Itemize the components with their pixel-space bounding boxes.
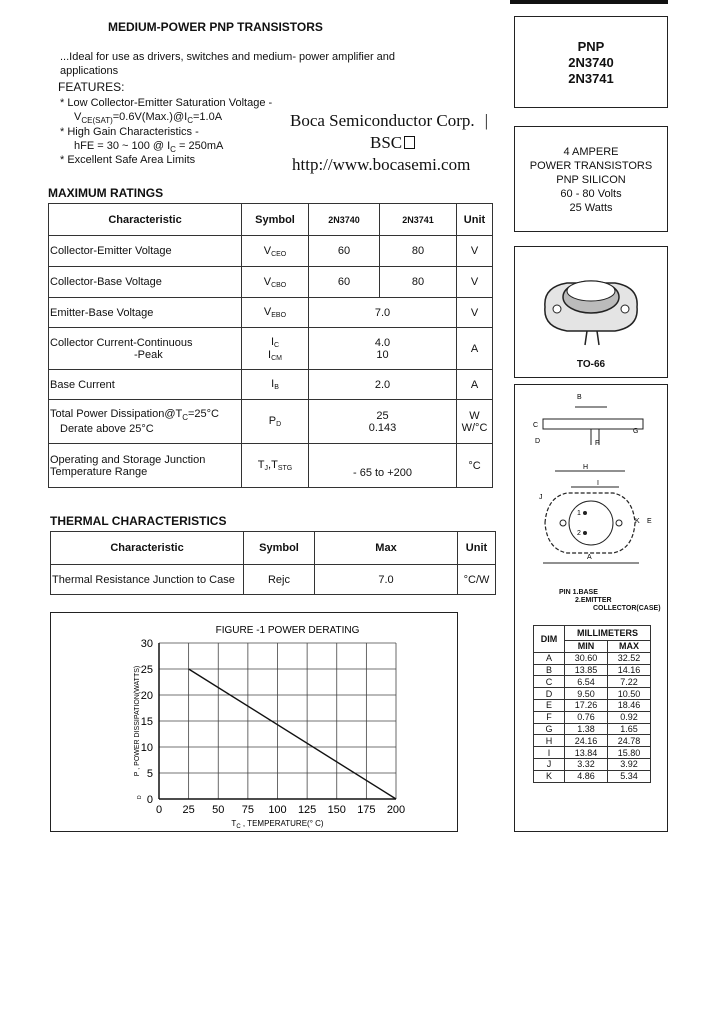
col-characteristic: Characteristic (51, 532, 244, 565)
row-val: 25 0.143 (309, 400, 457, 444)
x-tick-label: 150 (327, 804, 346, 816)
dim-cell: H (534, 735, 565, 747)
spec-current: 4 AMPERE (563, 146, 619, 158)
row-sym: IC ICM (242, 328, 309, 370)
dim-cell: 32.52 (608, 652, 651, 664)
col-unit: Unit (458, 532, 496, 565)
y-tick-label: 10 (140, 742, 153, 754)
part-number-box (514, 16, 668, 108)
spec-power: 25 Watts (569, 202, 613, 214)
spec-type: POWER TRANSISTORS (529, 160, 653, 172)
row-sym: PD (242, 400, 309, 444)
row-unit: W W/°C (457, 400, 493, 444)
pin-list (559, 589, 661, 613)
chart-title: FIGURE -1 POWER DERATING (215, 625, 360, 636)
feature-2: * High Gain Characteristics - (60, 126, 199, 138)
dim-cell: 9.50 (565, 688, 608, 700)
package-name: TO-66 (576, 359, 606, 370)
table-row (534, 664, 651, 676)
dim-cell: B (534, 664, 565, 676)
dim-cell: 3.32 (565, 758, 608, 770)
feature-1: * Low Collector-Emitter Saturation Voltage - (60, 97, 273, 109)
x-tick-label: 50 (212, 804, 225, 816)
feature-3: * Excellent Safe Area Limits (60, 154, 196, 166)
dim-cell: 17.26 (565, 699, 608, 711)
y-tick-label: 5 (146, 768, 153, 780)
dim-cell: G (534, 723, 565, 735)
col-2n3740: 2N3740 (309, 204, 380, 236)
row-unit: A (457, 370, 493, 400)
dim-cell: 10.50 (608, 688, 651, 700)
row-char: Base Current (49, 370, 242, 400)
y-axis-label-sub: D (137, 795, 143, 799)
table-row (534, 652, 651, 664)
dim-cell: F (534, 711, 565, 723)
row-val-a: 60 (309, 236, 380, 267)
dimension-drawing (515, 385, 667, 575)
company-abbr: BSC (370, 133, 415, 153)
dim-cell: A (534, 652, 565, 664)
row-unit: °C/W (458, 565, 496, 595)
dim-cell: E (534, 699, 565, 711)
row-val: 7.0 (315, 565, 458, 595)
thermal-table (50, 531, 496, 595)
row-val: 7.0 (309, 298, 457, 328)
dim-cell: 18.46 (608, 699, 651, 711)
dim-label-g: G (633, 428, 639, 435)
table-row (51, 565, 496, 595)
dim-cell: 1.38 (565, 723, 608, 735)
dim-cell: 14.16 (608, 664, 651, 676)
x-tick-label: 0 (155, 804, 163, 816)
dim-label-c: C (533, 422, 539, 429)
row-val: 2.0 (309, 370, 457, 400)
dim-label-j: J (539, 494, 543, 501)
col-max: Max (315, 532, 458, 565)
y-axis-label: P , POWER DISSIPATION(WATTS) (134, 665, 141, 777)
company-url[interactable]: http://www.bocasemi.com (292, 155, 471, 174)
col-characteristic: Characteristic (49, 204, 242, 236)
pin-2: 2.EMITTER (575, 597, 612, 604)
spec-summary-box (514, 126, 668, 232)
dim-label-e: E (647, 518, 652, 525)
dim-cell: 0.76 (565, 711, 608, 723)
table-header-row (49, 204, 493, 236)
table-row (49, 267, 493, 298)
power-derating-chart (50, 612, 458, 832)
row-unit: °C (457, 444, 493, 488)
dim-cell: 24.78 (608, 735, 651, 747)
feature-2-detail: hFE = 30 ~ 100 @ $I_C = 250mA$ (74, 140, 224, 155)
dim-cell: 13.84 (565, 747, 608, 759)
table-row (534, 735, 651, 747)
row-sym: VCBO (242, 267, 309, 298)
dim-label-f: F (595, 440, 600, 447)
max-ratings-table (48, 203, 493, 488)
dim-cell: 5.34 (608, 770, 651, 782)
spec-material: PNP SILICON (556, 174, 626, 186)
thermal-heading: THERMAL CHARACTERISTICS (50, 514, 227, 528)
row-val: 4.0 10 (309, 328, 457, 370)
row-char: Emitter-Base Voltage (49, 298, 242, 328)
x-tick-label: 100 (268, 804, 287, 816)
table-row (534, 770, 651, 782)
part-2n3740: 2N3740 (568, 55, 614, 70)
row-val: - 65 to +200 (309, 444, 457, 488)
x-tick-label: 175 (357, 804, 376, 816)
min-header: MIN (565, 641, 608, 653)
row-char: Collector Current-Continuous -Peak (49, 328, 242, 370)
row-char: Collector-Base Voltage (49, 267, 242, 298)
dim-cell: 3.92 (608, 758, 651, 770)
transistor-type: PNP (577, 39, 605, 54)
y-tick-label: 25 (140, 664, 153, 676)
to66-package-icon (515, 247, 667, 377)
table-row (49, 298, 493, 328)
dim-label-h: H (583, 464, 589, 471)
chart-svg (51, 613, 457, 831)
x-tick-label: 125 (297, 804, 317, 816)
page-title: MEDIUM-POWER PNP TRANSISTORS (108, 20, 323, 34)
col-2n3741: 2N3741 (380, 204, 457, 236)
pin-label-2: 2 (577, 530, 581, 537)
package-box (514, 246, 668, 378)
dim-label-d: D (535, 438, 541, 445)
dim-cell: J (534, 758, 565, 770)
table-row (49, 444, 493, 488)
dim-cell: 15.80 (608, 747, 651, 759)
dim-cell: 7.22 (608, 676, 651, 688)
row-val-b: 80 (380, 267, 457, 298)
x-tick-label: 200 (386, 804, 406, 816)
x-axis-label: $T_C$ , TEMPERATURE(° C) (231, 819, 324, 830)
table-row (49, 370, 493, 400)
dim-cell: C (534, 676, 565, 688)
row-val-b: 80 (380, 236, 457, 267)
intro-text: ...Ideal for use as drivers, switches and medium- power amplifier and applications (60, 51, 396, 77)
dim-label-a: A (587, 554, 592, 561)
dim-cell: 1.65 (608, 723, 651, 735)
dim-cell: 24.16 (565, 735, 608, 747)
table-row (49, 328, 493, 370)
dim-cell: 4.86 (565, 770, 608, 782)
row-sym: Rejc (244, 565, 315, 595)
pin-1: PIN 1.BASE (559, 589, 598, 596)
table-row (534, 747, 651, 759)
table-row (534, 711, 651, 723)
dim-label-i: I (597, 480, 599, 487)
max-ratings-heading: MAXIMUM RATINGS (48, 186, 164, 200)
dim-cell: I (534, 747, 565, 759)
dim-cell: K (534, 770, 565, 782)
dimensions-box (514, 384, 668, 832)
row-unit: V (457, 267, 493, 298)
row-val-a: 60 (309, 267, 380, 298)
dimensions-table (533, 625, 651, 783)
row-unit: A (457, 328, 493, 370)
table-row (534, 676, 651, 688)
y-tick-label: 0 (146, 794, 153, 806)
pin-label-1: 1 (577, 510, 581, 517)
row-unit: V (457, 236, 493, 267)
y-tick-label: 30 (140, 638, 153, 650)
x-tick-label: 75 (241, 804, 254, 816)
y-tick-label: 15 (140, 716, 153, 728)
company-name: Boca Semiconductor Corp. | (290, 111, 489, 130)
row-char: Total Power $Dissipation@T_C=25^\circ C$ Derate above 25°C (49, 400, 242, 444)
row-sym: VCEO (242, 236, 309, 267)
mm-header: MILLIMETERS (565, 626, 651, 641)
row-unit: V (457, 298, 493, 328)
row-sym: TJ,TSTG (242, 444, 309, 488)
col-symbol: Symbol (242, 204, 309, 236)
dim-header: DIM (534, 626, 565, 653)
col-unit: Unit (457, 204, 493, 236)
dim-cell: 13.85 (565, 664, 608, 676)
part-2n3741: 2N3741 (568, 71, 614, 86)
table-row (534, 699, 651, 711)
dim-cell: 0.92 (608, 711, 651, 723)
dim-cell: D (534, 688, 565, 700)
pin-3: COLLECTOR(CASE) (593, 605, 661, 612)
top-rule (510, 0, 668, 4)
x-tick-label: 25 (182, 804, 195, 816)
dim-label-k: K (635, 518, 640, 525)
dim-cell: 30.60 (565, 652, 608, 664)
table-row (534, 723, 651, 735)
row-char: Operating and Storage Junction Temperature Range (49, 444, 242, 488)
table-row (49, 236, 493, 267)
row-char: Collector-Emitter Voltage (49, 236, 242, 267)
table-header-row (51, 532, 496, 565)
dim-label-b: B (577, 394, 582, 401)
features-heading: FEATURES: (58, 80, 125, 94)
series-line-derating (189, 669, 396, 799)
col-symbol: Symbol (244, 532, 315, 565)
table-row (534, 688, 651, 700)
y-tick-label: 20 (140, 690, 153, 702)
max-header: MAX (608, 641, 651, 653)
row-char: Thermal Resistance Junction to Case (51, 565, 244, 595)
dim-cell: 6.54 (565, 676, 608, 688)
row-sym: IB (242, 370, 309, 400)
table-row (49, 400, 493, 444)
row-sym: VEBO (242, 298, 309, 328)
feature-1-detail: $V_{CE(SAT)}=0.6V(Max.)@I_C=1.0A$ (74, 111, 223, 126)
spec-voltage: 60 - 80 Volts (560, 188, 622, 200)
table-row (534, 758, 651, 770)
